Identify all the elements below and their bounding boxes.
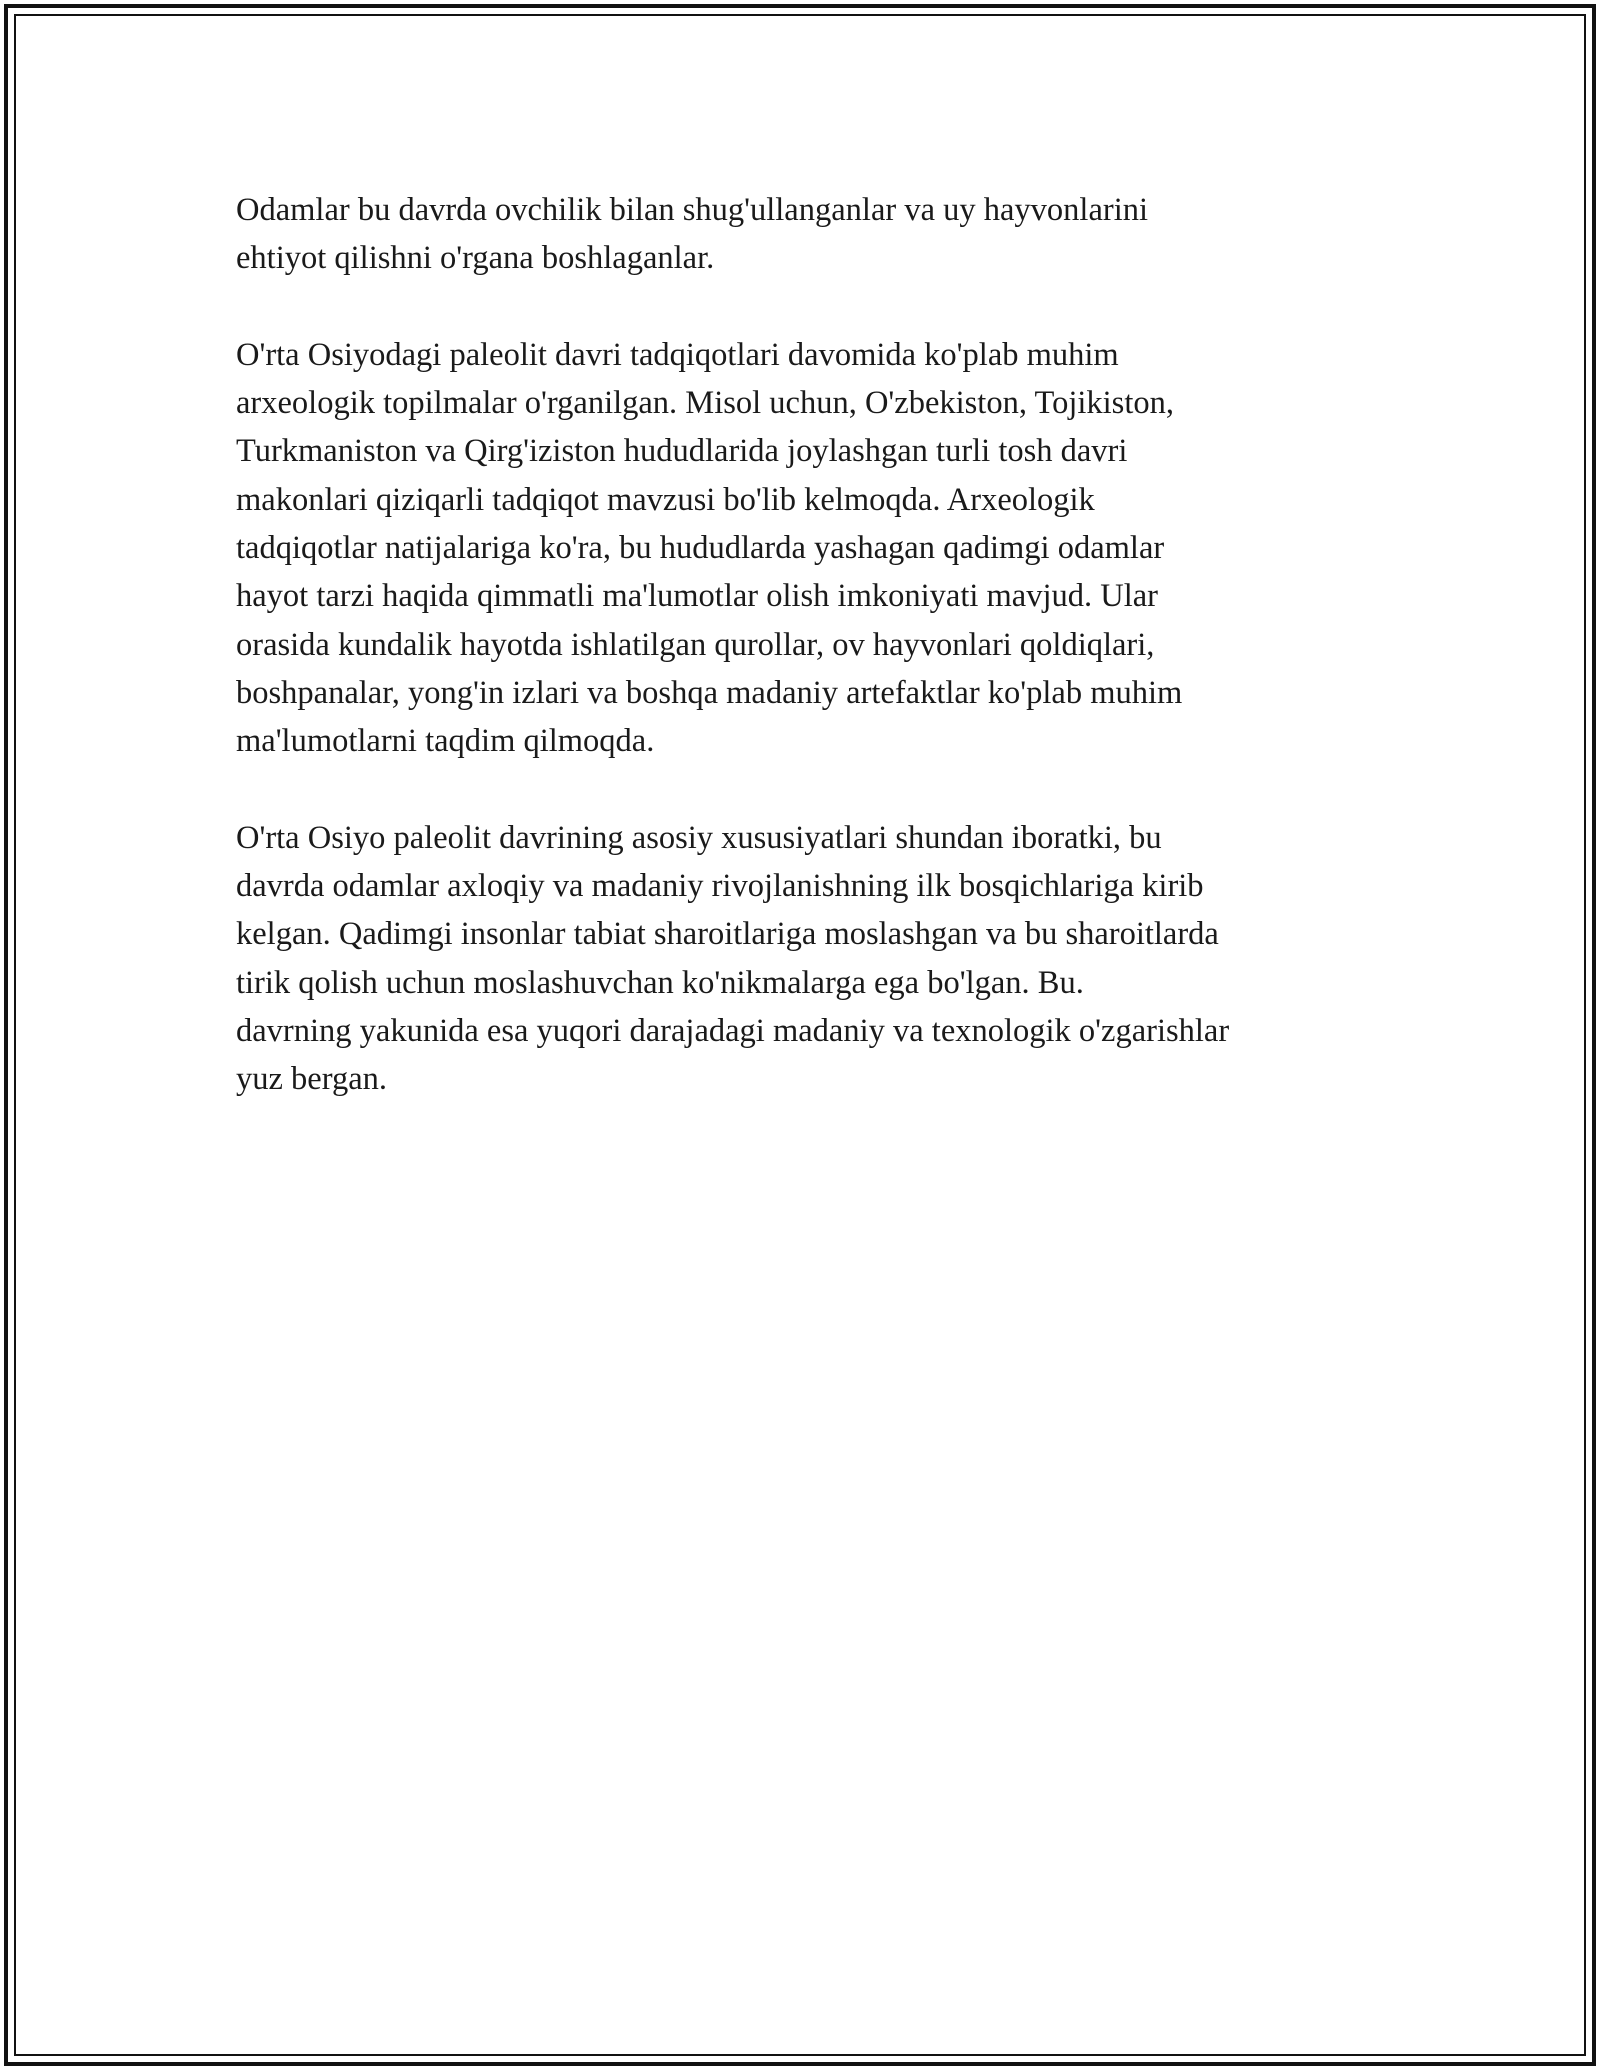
document-body [236,186,1386,1152]
text-line: ehtiyot qilishni o'rgana boshlaganlar. [236,240,715,277]
text-line: arxeologik topilmalar o'rganilgan. Misol uchun, O'zbekiston, Tojikiston, [236,385,1174,422]
text-line: O'rta Osiyo paleolit davrining asosiy xususiyatlari shundan iboratki, bu [236,819,1162,856]
paragraph-3 [236,814,1386,1104]
text-line: ma'lumotlarni taqdim qilmoqda. [236,723,655,760]
text-line: davrda odamlar axloqiy va madaniy rivojlanishning ilk bosqichlariga kirib [236,868,1204,905]
text-line: Odamlar bu davrda ovchilik bilan shug'ullanganlar va uy hayvonlarini [236,192,1148,228]
text-line: O'rta Osiyodagi paleolit davri tadqiqotlari davomida ko'plab muhim [236,336,1119,373]
paragraph-2 [236,331,1386,766]
text-line: Turkmaniston va Qirg'iziston hududlarida joylashgan turli tosh davri [236,433,1128,470]
text-line: tadqiqotlar natijalariga ko'ra, bu hududlarda yashagan qadimgi odamlar [236,530,1165,567]
text-line: makonlari qiziqarli tadqiqot mavzusi bo'lib kelmoqda. Arxeologik [236,481,1095,518]
text-line: orasida kundalik hayotda ishlatilgan qurollar, ov hayvonlari qoldiqlari, [236,626,1155,663]
text-line: yuz bergan. [236,1061,388,1098]
text-line: boshpanalar, yong'in izlari va boshqa madaniy artefaktlar ko'plab muhim [236,674,1183,711]
text-line: tirik qolish uchun moslashuvchan ko'nikmalarga ega bo'lgan. Bu. [236,964,1084,1001]
text-line: kelgan. Qadimgi insonlar tabiat sharoitlariga moslashgan va bu sharoitlarda [236,916,1219,953]
paragraph-1 [236,186,1386,283]
text-line: davrning yakunida esa yuqori darajadagi madaniy va texnologik o'zgarishlar [236,1013,1230,1050]
text-line: hayot tarzi haqida qimmatli ma'lumotlar olish imkoniyati mavjud. Ular [236,578,1158,615]
